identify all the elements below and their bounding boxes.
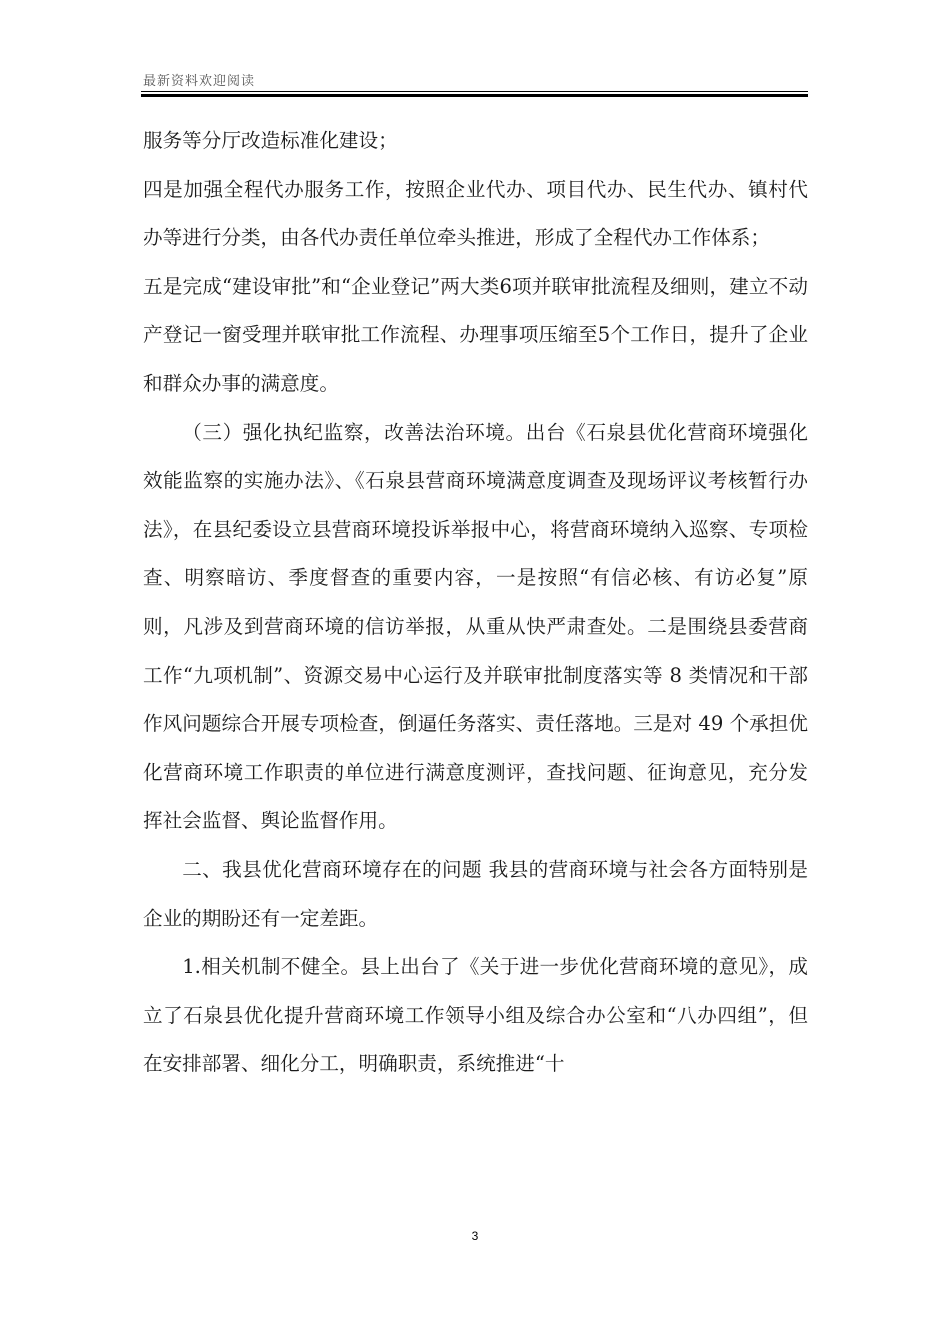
paragraph-2: 四是加强全程代办服务工作，按照企业代办、项目代办、民生代办、镇村代办等进行分类，由各代办责任单位牵头推进，形成了全程代办工作体系； <box>143 177 808 250</box>
page-header-text: 最新资料欢迎阅读 <box>143 74 256 89</box>
paragraph-1: 服务等分厅改造标准化建设； <box>143 129 398 152</box>
paragraph-5: 二、我县优化营商环境存在的问题 我县的营商环境与社会各方面特别是企业的期盼还有一定差距。 <box>143 857 808 930</box>
header-rule-thin <box>141 91 808 92</box>
header-rule-thick <box>141 94 808 97</box>
paragraph-4: （三）强化执纪监察，改善法治环境。出台《石泉县优化营商环境强化效能监察的实施办法》、《石泉县营商环境满意度调查及现场评议考核暂行办法》，在县纪委设立县营商环境投诉举报中心，将营商环境纳入巡察、专项检查、明察暗访、季度督查的重要内容，一是按照“有信必核、有访必复”原则，凡涉及到营商环境的信访举报，从重从快严肃查处。二是围绕县委营商工作“九项机制”、资源交易中心运行及并联审批制度落实等 8 类情况和干部作风问题综合开展专项检查，倒逼任务落实、责任落地。三是对 49 个承担优化营商环境工作职责的单位进行满意度测评，查找问题、征询意见，充分发挥社会监督、舆论监督作用。 <box>143 420 808 833</box>
paragraph-3: 五是完成“建设审批”和“企业登记”两大类6项并联审批流程及细则，建立不动产登记一窗受理并联审批工作流程、办理事项压缩至5个工作日，提升了企业和群众办事的满意度。 <box>143 274 808 395</box>
paragraph-6: 1.相关机制不健全。县上出台了《关于进一步优化营商环境的意见》，成立了石泉县优化提升营商环境工作领导小组及综合办公室和“八办四组”，但在安排部署、细化分工，明确职责，系统推进“十 <box>143 955 808 1076</box>
document-body <box>143 117 808 1089</box>
page-number: 3 <box>471 1229 479 1243</box>
